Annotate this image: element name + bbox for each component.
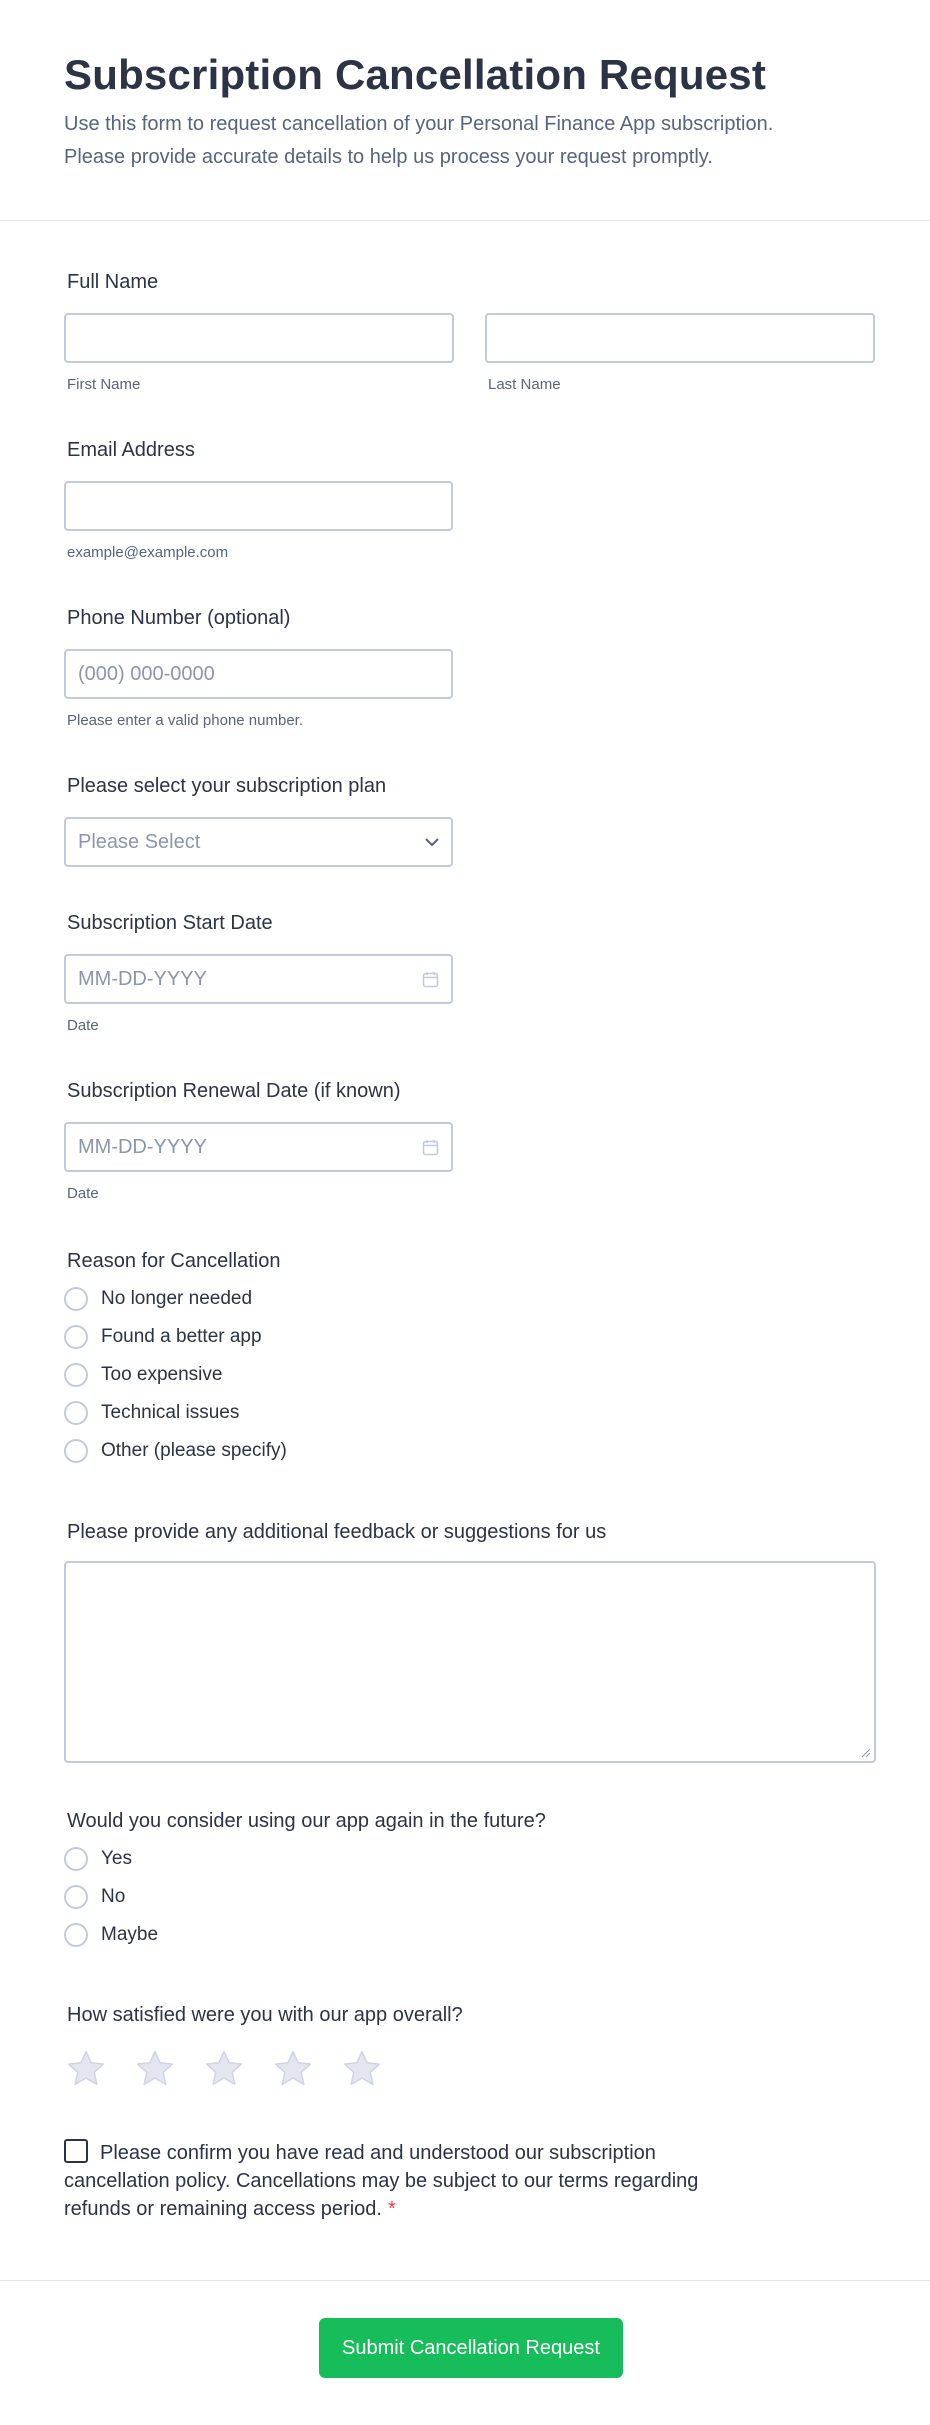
reason-options xyxy=(64,1280,287,1470)
reuse-field xyxy=(64,1809,546,1954)
calendar-icon[interactable] xyxy=(422,1139,439,1156)
radio-button[interactable] xyxy=(64,1287,88,1311)
phone-sublabel: Please enter a valid phone number. xyxy=(67,712,303,729)
email-field xyxy=(64,438,453,561)
plan-field xyxy=(64,774,453,867)
consent-field xyxy=(64,2139,764,2223)
full-name-label: Full Name xyxy=(67,271,159,293)
first-name-sublabel: First Name xyxy=(67,376,141,393)
radio-button[interactable] xyxy=(64,1439,88,1463)
description-line-1: Use this form to request cancellation of your Personal Finance App subscription. xyxy=(64,113,774,136)
page-title: Subscription Cancellation Request xyxy=(64,51,767,98)
star-rating xyxy=(64,2047,463,2091)
reason-field xyxy=(64,1249,287,1470)
reason-option[interactable] xyxy=(64,1394,287,1432)
reuse-label: Would you consider using our app again in the future? xyxy=(67,1810,546,1832)
last-name-group xyxy=(485,313,875,393)
form-description xyxy=(64,108,866,174)
feedback-field xyxy=(64,1520,876,1763)
start-date-input[interactable] xyxy=(64,954,453,1004)
star-icon[interactable] xyxy=(271,2047,315,2091)
satisfaction-field xyxy=(64,2003,463,2091)
reason-label: Reason for Cancellation xyxy=(67,1250,281,1272)
last-name-input[interactable] xyxy=(485,313,875,363)
start-date-field xyxy=(64,911,453,1034)
first-name-group xyxy=(64,313,454,393)
star-icon[interactable] xyxy=(64,2047,108,2091)
star-icon[interactable] xyxy=(340,2047,384,2091)
radio-button[interactable] xyxy=(64,1363,88,1387)
renewal-date-input[interactable] xyxy=(64,1122,453,1172)
plan-label: Please select your subscription plan xyxy=(67,775,387,797)
form-header xyxy=(0,0,930,221)
radio-label: Yes xyxy=(101,1848,132,1869)
first-name-input[interactable] xyxy=(64,313,454,363)
star-icon[interactable] xyxy=(133,2047,177,2091)
reason-option[interactable] xyxy=(64,1356,287,1394)
required-mark: * xyxy=(387,2198,396,2220)
radio-label: Found a better app xyxy=(101,1326,262,1347)
start-date-sublabel: Date xyxy=(67,1017,99,1034)
renewal-date-placeholder: MM-DD-YYYY xyxy=(78,1135,207,1158)
reuse-options xyxy=(64,1840,546,1954)
renewal-date-field xyxy=(64,1079,453,1202)
radio-button[interactable] xyxy=(64,1885,88,1909)
radio-label: Maybe xyxy=(101,1924,159,1945)
phone-input[interactable] xyxy=(64,649,453,699)
submit-button[interactable]: Submit Cancellation Request xyxy=(319,2318,623,2378)
renewal-date-sublabel: Date xyxy=(67,1185,99,1202)
email-input[interactable] xyxy=(64,481,453,531)
start-date-placeholder: MM-DD-YYYY xyxy=(78,967,207,990)
reuse-option[interactable] xyxy=(64,1840,546,1878)
consent-text-block xyxy=(64,2139,764,2223)
radio-button[interactable] xyxy=(64,1923,88,1947)
full-name-field xyxy=(64,270,158,294)
email-sublabel: example@example.com xyxy=(67,544,229,561)
satisfaction-label: How satisfied were you with our app overall? xyxy=(67,2004,463,2026)
consent-text: Please confirm you have read and understood our subscription cancellation policy. Cancellations may be subject to our terms regarding refunds or remaining access period. xyxy=(64,2142,699,2220)
resize-handle-icon[interactable] xyxy=(861,1748,871,1758)
reason-option[interactable] xyxy=(64,1318,287,1356)
radio-label: No longer needed xyxy=(101,1288,253,1309)
reason-option[interactable] xyxy=(64,1280,287,1318)
calendar-icon[interactable] xyxy=(422,971,439,988)
radio-button[interactable] xyxy=(64,1401,88,1425)
phone-field xyxy=(64,606,453,729)
radio-label: Too expensive xyxy=(101,1364,223,1385)
chevron-down-icon xyxy=(425,838,439,847)
radio-button[interactable] xyxy=(64,1325,88,1349)
description-line-2: Please provide accurate details to help us process your request promptly. xyxy=(64,146,713,169)
radio-button[interactable] xyxy=(64,1847,88,1871)
reuse-option[interactable] xyxy=(64,1878,546,1916)
consent-checkbox[interactable] xyxy=(64,2139,88,2163)
form-footer xyxy=(0,2280,930,2425)
phone-placeholder: (000) 000-0000 xyxy=(78,662,215,685)
star-icon[interactable] xyxy=(202,2047,246,2091)
reuse-option[interactable] xyxy=(64,1916,546,1954)
renewal-date-label: Subscription Renewal Date (if known) xyxy=(67,1080,401,1102)
radio-label: No xyxy=(101,1886,126,1907)
feedback-label: Please provide any additional feedback or suggestions for us xyxy=(67,1521,607,1543)
start-date-label: Subscription Start Date xyxy=(67,912,273,934)
plan-selected-value: Please Select xyxy=(78,830,201,853)
reason-option[interactable] xyxy=(64,1432,287,1470)
feedback-textarea[interactable] xyxy=(64,1561,876,1763)
plan-select[interactable] xyxy=(64,817,453,867)
radio-label: Other (please specify) xyxy=(101,1440,287,1461)
email-label: Email Address xyxy=(67,439,195,461)
last-name-sublabel: Last Name xyxy=(488,376,561,393)
phone-label: Phone Number (optional) xyxy=(67,607,291,629)
radio-label: Technical issues xyxy=(101,1402,240,1423)
